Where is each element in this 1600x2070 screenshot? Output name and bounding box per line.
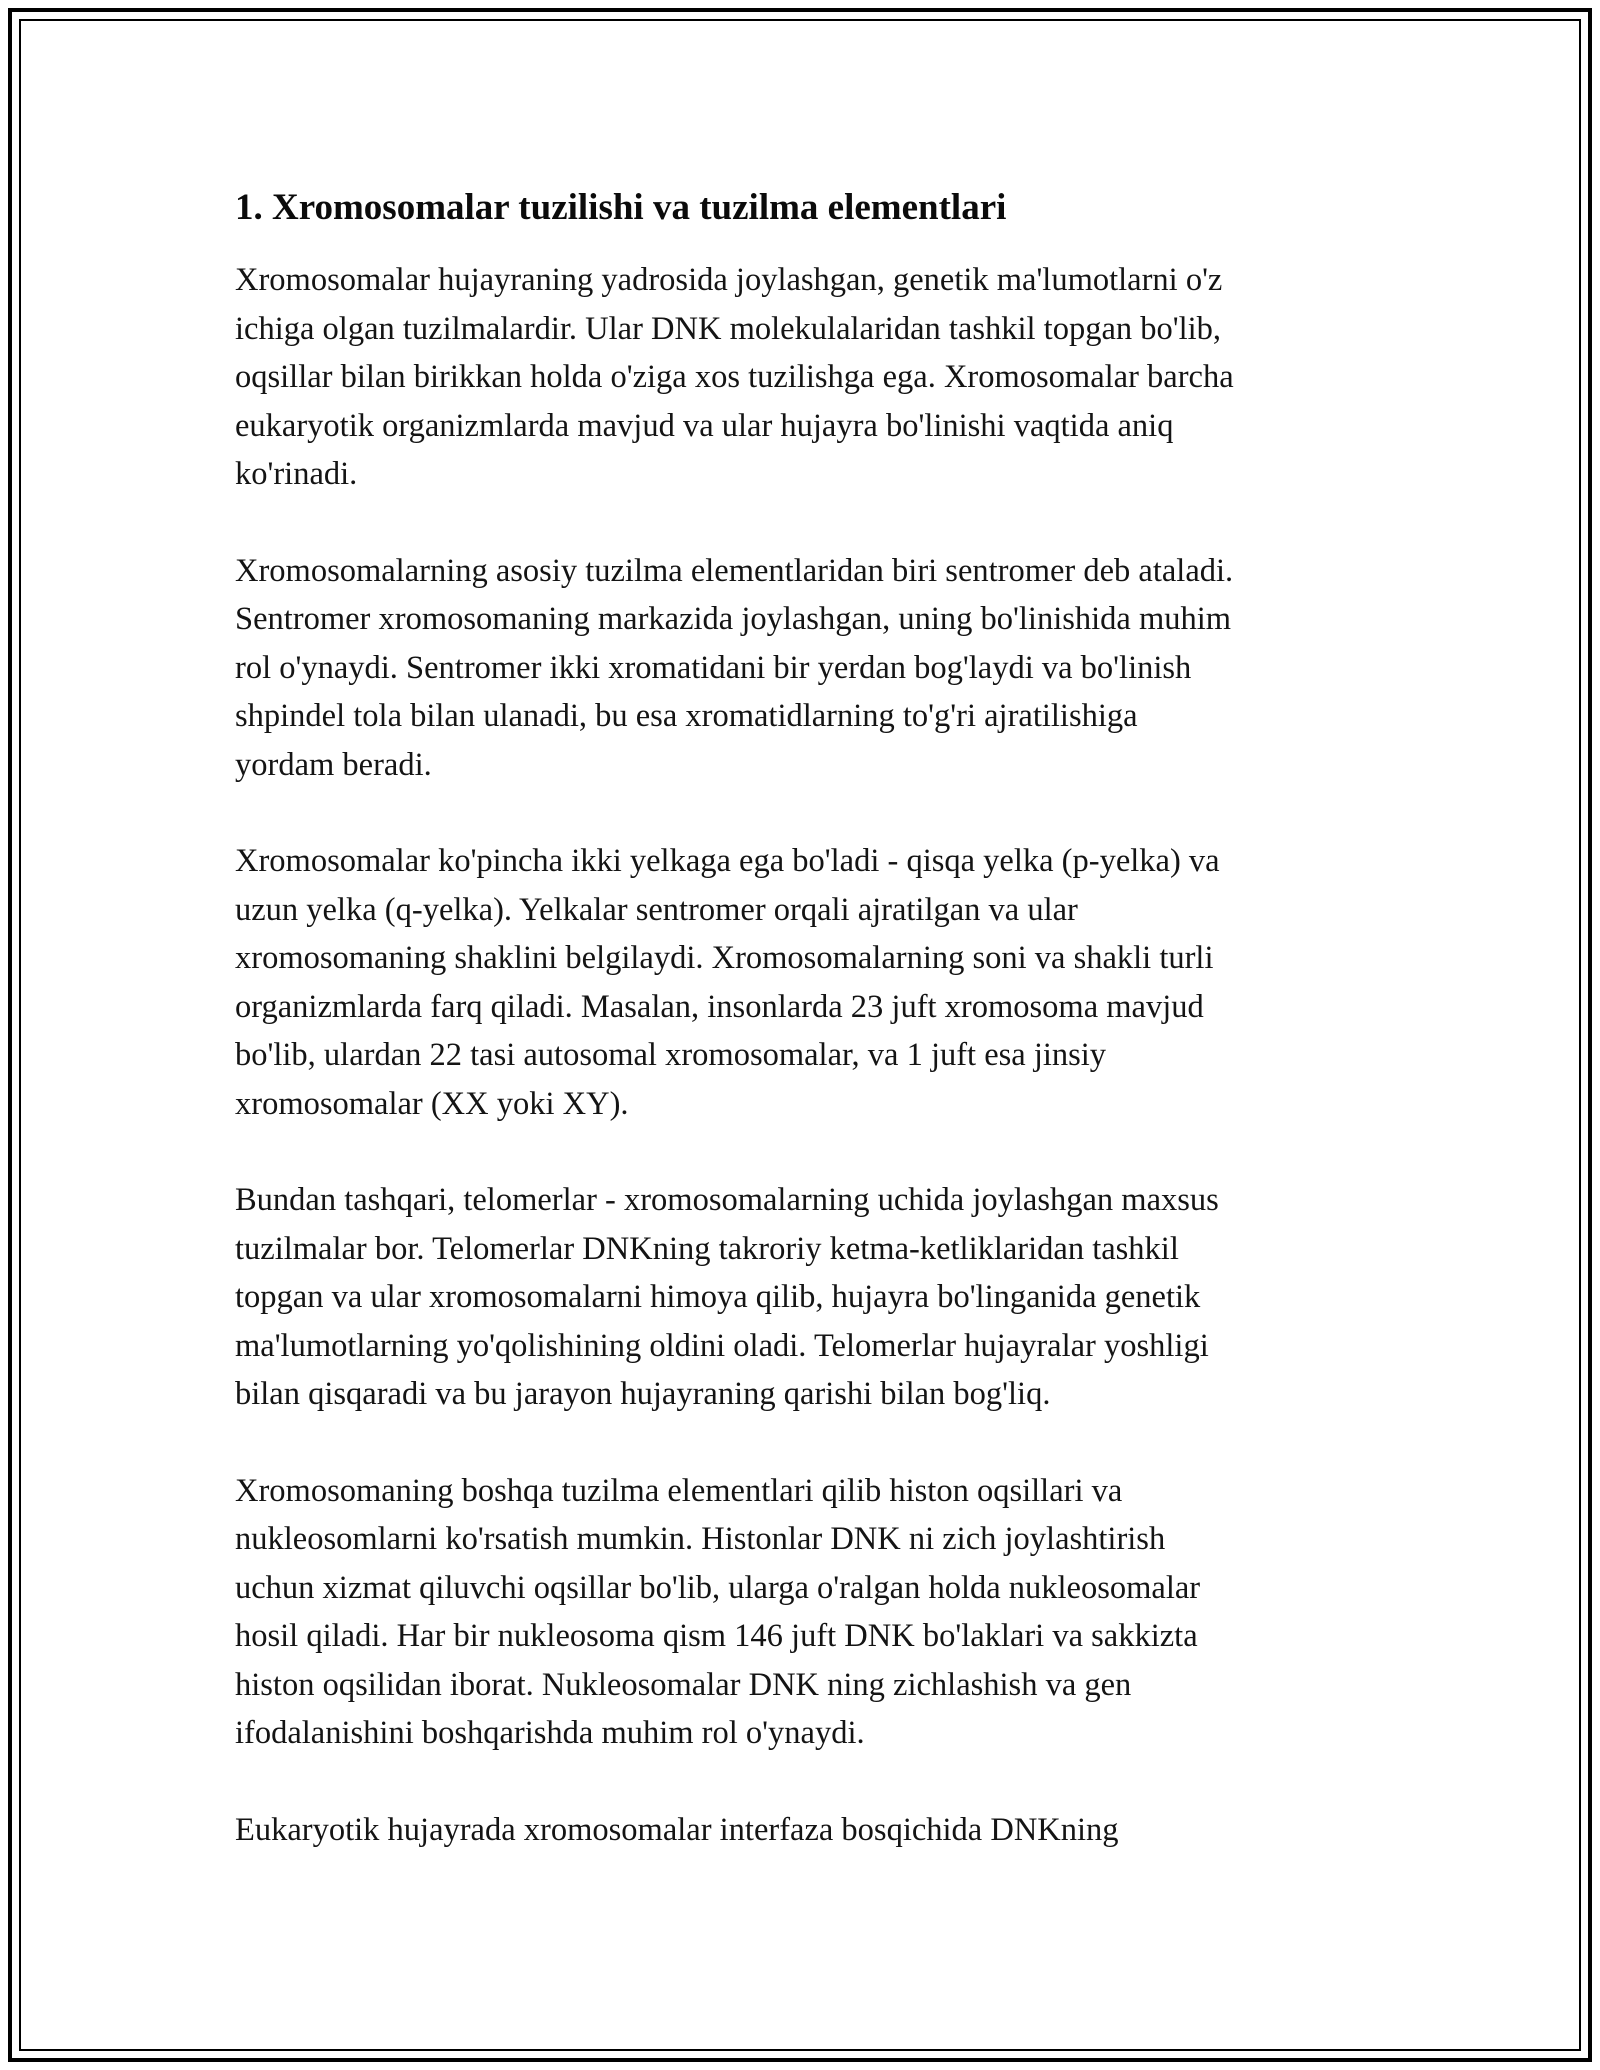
paragraph-4: Bundan tashqari, telomerlar - xromosomalarning uchida joylashgan maxsus tuzilmalar bor. Telomerlar DNKning takroriy ketma-ketliklaridan tashkil topgan va ular xromosomalarni himoya qilib, hujayra bo'linganida genetik ma'lumotlarning yo'qolishining oldini oladi. Telomerlar hujayralar yoshligi bilan qisqaradi va bu jarayon hujayraning qarishi bilan bog'liq. (235, 1182, 1219, 1413)
document-body (235, 186, 1395, 1902)
paragraph-6: Eukaryotik hujayrada xromosomalar interfaza bosqichida DNKning (235, 1811, 1119, 1848)
section-heading: 1. Xromosomalar tuzilishi va tuzilma elementlari (235, 187, 1007, 228)
paragraph-2: Xromosomalarning asosiy tuzilma elementlaridan biri sentromer deb ataladi. Sentromer xromosomaning markazida joylashgan, uning bo'linishida muhim rol o'ynaydi. Sentromer ikki xromatidani bir yerdan bog'laydi va bo'linish shpindel tola bilan ulanadi, bu esa xromatidlarning to'g'ri ajratilishiga yordam beradi. (235, 552, 1234, 783)
paragraph-1: Xromosomalar hujayraning yadrosida joylashgan, genetik ma'lumotlarni o'z ichiga olgan tuzilmalardir. Ular DNK molekulalaridan tashkil topgan bo'lib, oqsillar bilan birikkan holda o'ziga xos tuzilishga ega. Xromosomalar barcha eukaryotik organizmlarda mavjud va ular hujayra bo'linishi vaqtida aniq ko'rinadi. (235, 262, 1234, 493)
paragraph-5: Xromosomaning boshqa tuzilma elementlari qilib histon oqsillari va nukleosomlarni ko'rsatish mumkin. Histonlar DNK ni zich joylashtirish uchun xizmat qiluvchi oqsillar bo'lib, ularga o'ralgan holda nukleosomalar hosil qiladi. Har bir nukleosoma qism 146 juft DNK bo'laklari va sakkizta histon oqsilidan iborat. Nukleosomalar DNK ning zichlashish va gen ifodalanishini boshqarishda muhim rol o'ynaydi. (235, 1472, 1201, 1752)
paragraph-3: Xromosomalar ko'pincha ikki yelkaga ega bo'ladi - qisqa yelka (p-yelka) va uzun yelka (q-yelka). Yelkalar sentromer orqali ajratilgan va ular xromosomaning shaklini belgilaydi. Xromosomalarning soni va shakli turli organizmlarda farq qiladi. Masalan, insonlarda 23 juft xromosoma mavjud bo'lib, ulardan 22 tasi autosomal xromosomalar, va 1 juft esa jinsiy xromosomalar (XX yoki XY). (235, 843, 1220, 1122)
